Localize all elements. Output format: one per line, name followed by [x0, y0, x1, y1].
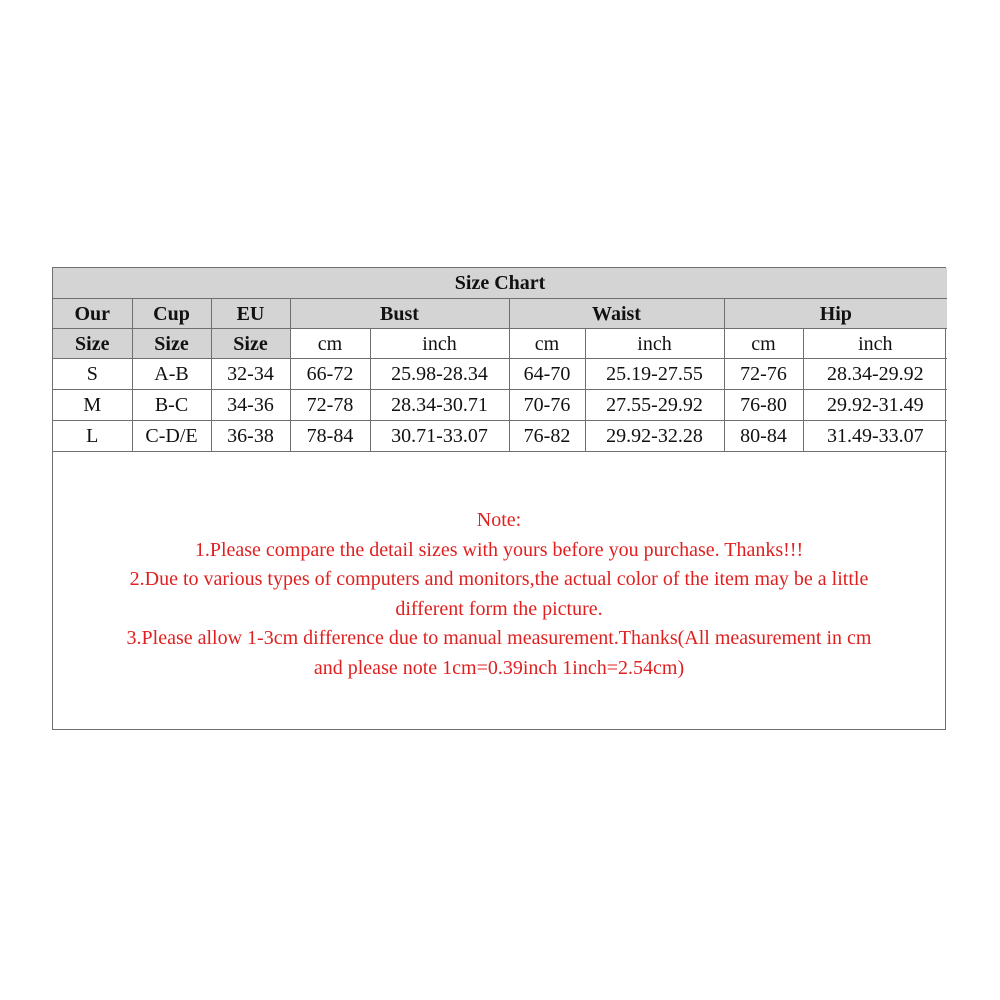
- note-line-5: and please note 1cm=0.39inch 1inch=2.54cm): [313, 656, 685, 679]
- note-heading: Note:: [476, 509, 522, 531]
- header-bust: Bust: [290, 299, 509, 329]
- notes-section: [53, 506, 945, 683]
- note-line-2: 2.Due to various types of computers and monitors,the actual color of the item may be a little: [129, 568, 869, 590]
- unit-waist-cm: cm: [509, 329, 585, 359]
- note-line-3: different form the picture.: [395, 597, 603, 620]
- unit-hip-inch: inch: [803, 329, 947, 359]
- cell-hip-inch: 29.92-31.49: [803, 390, 947, 421]
- cell-bust-cm: 66-72: [290, 359, 370, 390]
- unit-waist-inch: inch: [585, 329, 724, 359]
- note-line-1: 1.Please compare the detail sizes with yours before you purchase. Thanks!!!: [194, 538, 804, 561]
- cell-hip-cm: 76-80: [724, 390, 803, 421]
- cell-hip-inch: 31.49-33.07: [803, 421, 947, 452]
- header-hip: Hip: [724, 299, 947, 329]
- cell-waist-inch: 27.55-29.92: [585, 390, 724, 421]
- table-row: [53, 421, 947, 452]
- unit-hip-cm: cm: [724, 329, 803, 359]
- cell-waist-cm: 70-76: [509, 390, 585, 421]
- header-cup-size-line2: Size: [132, 329, 211, 359]
- size-chart: [52, 267, 946, 730]
- cell-bust-cm: 72-78: [290, 390, 370, 421]
- header-our-size: Our: [53, 299, 132, 329]
- cell-bust-cm: 78-84: [290, 421, 370, 452]
- cell-bust-inch: 30.71-33.07: [370, 421, 509, 452]
- unit-bust-cm: cm: [290, 329, 370, 359]
- cell-waist-cm: 64-70: [509, 359, 585, 390]
- cell-cup-size: A-B: [132, 359, 211, 390]
- cell-hip-cm: 72-76: [724, 359, 803, 390]
- cell-cup-size: C-D/E: [132, 421, 211, 452]
- cell-eu-size: 34-36: [211, 390, 290, 421]
- header-eu-size: EU: [211, 299, 290, 329]
- cell-our-size: S: [53, 359, 132, 390]
- header-cup-size: Cup: [132, 299, 211, 329]
- header-waist: Waist: [509, 299, 724, 329]
- note-line-4: 3.Please allow 1-3cm difference due to manual measurement.Thanks(All measurement in cm: [126, 627, 872, 649]
- cell-hip-cm: 80-84: [724, 421, 803, 452]
- cell-cup-size: B-C: [132, 390, 211, 421]
- header-our-size-line2: Size: [53, 329, 132, 359]
- cell-waist-cm: 76-82: [509, 421, 585, 452]
- table-row: [53, 359, 947, 390]
- chart-title: Size Chart: [53, 268, 947, 299]
- cell-bust-inch: 28.34-30.71: [370, 390, 509, 421]
- header-eu-size-line2: Size: [211, 329, 290, 359]
- size-table: [53, 268, 947, 452]
- cell-eu-size: 36-38: [211, 421, 290, 452]
- cell-our-size: M: [53, 390, 132, 421]
- cell-our-size: L: [53, 421, 132, 452]
- cell-waist-inch: 25.19-27.55: [585, 359, 724, 390]
- unit-bust-inch: inch: [370, 329, 509, 359]
- cell-waist-inch: 29.92-32.28: [585, 421, 724, 452]
- cell-bust-inch: 25.98-28.34: [370, 359, 509, 390]
- cell-eu-size: 32-34: [211, 359, 290, 390]
- table-row: [53, 390, 947, 421]
- cell-hip-inch: 28.34-29.92: [803, 359, 947, 390]
